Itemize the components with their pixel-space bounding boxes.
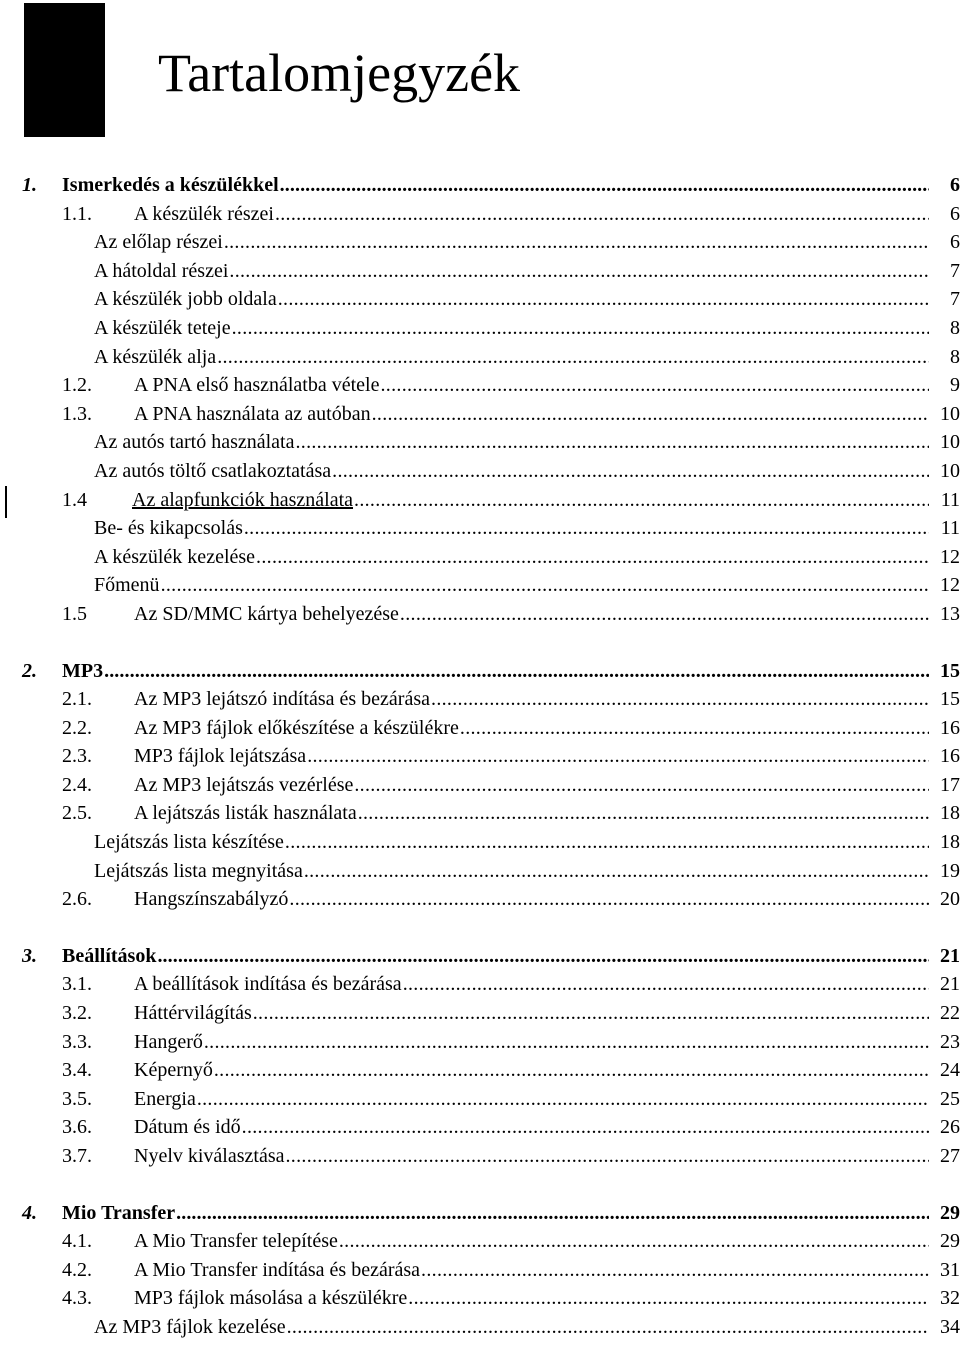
toc-entry-title: A készülék alja <box>94 343 217 371</box>
toc-dot-leader <box>197 1085 929 1113</box>
toc-dot-leader <box>304 857 929 885</box>
toc-page-number: 8 <box>950 345 960 368</box>
toc-entry[interactable] <box>0 457 960 486</box>
toc-entry-title: Az MP3 lejátszás vezérlése <box>134 771 354 799</box>
toc-entry-title: Nyelv kiválasztása <box>134 1142 286 1170</box>
toc-entry[interactable] <box>0 343 960 372</box>
toc-entry-title: A készülék teteje <box>94 314 232 342</box>
toc-dot-leader <box>339 1227 929 1255</box>
toc-entry[interactable] <box>0 828 960 857</box>
toc-entry-title: Az autós tartó használata <box>94 428 295 456</box>
toc-entry[interactable] <box>0 486 960 515</box>
toc-dot-leader <box>421 1256 929 1284</box>
toc-dot-leader <box>332 457 929 485</box>
toc-page-number: 27 <box>940 1145 960 1167</box>
toc-entry[interactable] <box>0 543 960 572</box>
toc-page-number: 6 <box>950 174 960 196</box>
toc-page-number: 26 <box>940 1116 960 1139</box>
toc-dot-leader <box>204 1028 929 1056</box>
toc-entry-number: 3.5. <box>62 1087 92 1110</box>
toc-entry[interactable] <box>0 228 960 257</box>
toc-entry-title: Az autós töltő csatlakoztatása <box>94 457 332 485</box>
toc-entry[interactable] <box>0 600 960 629</box>
toc-entry-title: Hangerő <box>134 1028 204 1056</box>
toc-entry-title: Az MP3 fájlok kezelése <box>94 1313 287 1341</box>
toc-entry[interactable] <box>0 970 960 999</box>
toc-page-number: 10 <box>940 431 960 454</box>
toc-entry-number: 4.2. <box>62 1258 92 1281</box>
toc-dot-leader <box>354 486 929 514</box>
toc-entry[interactable] <box>0 1256 960 1285</box>
toc-dot-leader <box>285 828 929 856</box>
toc-page-number: 10 <box>940 459 960 482</box>
toc-page-number: 13 <box>940 602 960 625</box>
toc-page-number: 6 <box>950 231 960 254</box>
toc-entry-title: A készülék részei <box>134 200 275 228</box>
toc-dot-leader <box>289 885 929 913</box>
toc-entry[interactable] <box>0 685 960 714</box>
toc-entry-number: 1.2. <box>62 374 92 397</box>
toc-entry-number: 3.6. <box>62 1116 92 1139</box>
toc-entry[interactable] <box>0 371 960 400</box>
toc-dot-leader <box>242 1113 929 1141</box>
toc-entry-number: 3.1. <box>62 973 92 996</box>
toc-entry-title: A beállítások indítása és bezárása <box>134 970 403 998</box>
toc-page-number: 8 <box>950 316 960 339</box>
toc-page-number: 31 <box>940 1258 960 1281</box>
toc-entry-number: 4. <box>22 1201 37 1224</box>
toc-entry-title: Lejátszás lista készítése <box>94 828 285 856</box>
toc-entry[interactable] <box>0 514 960 543</box>
toc-page-number: 7 <box>950 259 960 282</box>
toc-dot-leader <box>244 514 929 542</box>
toc-entry[interactable] <box>0 257 960 286</box>
toc-dot-leader <box>400 600 929 628</box>
toc-dot-leader <box>256 543 929 571</box>
toc-dot-leader <box>354 771 929 799</box>
toc-page-number: 19 <box>940 859 960 882</box>
page-title: Tartalomjegyzék <box>158 43 521 103</box>
toc-entry-title: Képernyő <box>134 1056 214 1084</box>
toc-page-number: 9 <box>950 374 960 397</box>
toc-chapter-entry[interactable] <box>0 1199 960 1228</box>
toc-entry-title: A PNA használata az autóban <box>134 400 372 428</box>
toc-dot-leader <box>280 171 929 199</box>
toc-dot-leader <box>403 970 929 998</box>
toc-entry-number: 3.3. <box>62 1030 92 1053</box>
toc-entry[interactable] <box>0 314 960 343</box>
toc-entry-number: 3. <box>22 944 37 967</box>
toc-entry-title: A készülék jobb oldala <box>94 285 278 313</box>
toc-dot-leader <box>358 799 929 827</box>
toc-page-number: 23 <box>940 1030 960 1053</box>
toc-entry-number: 1.1. <box>62 202 92 225</box>
toc-page-number: 22 <box>940 1002 960 1025</box>
toc-entry-number: 1.4 <box>62 488 87 511</box>
toc-dot-leader <box>253 999 929 1027</box>
toc-entry-title: A PNA első használatba vétele <box>134 371 381 399</box>
toc-entry-title: Dátum és idő <box>134 1113 242 1141</box>
toc-entry-title: A Mio Transfer indítása és bezárása <box>134 1256 421 1284</box>
toc-entry-number: 2.3. <box>62 745 92 768</box>
toc-page-number: 7 <box>950 288 960 311</box>
toc-entry-title: Az alapfunkciók használata <box>132 486 354 514</box>
toc-page-number: 11 <box>940 488 960 511</box>
toc-page-number: 12 <box>940 545 960 568</box>
toc-entry-title: Energia <box>134 1085 197 1113</box>
toc-entry[interactable] <box>0 742 960 771</box>
toc-dot-leader <box>286 1142 930 1170</box>
toc-page-number: 16 <box>940 745 960 768</box>
toc-entry[interactable] <box>0 1227 960 1256</box>
toc-entry[interactable] <box>0 714 960 743</box>
toc-page-number: 6 <box>950 202 960 225</box>
toc-entry[interactable] <box>0 1056 960 1085</box>
toc-entry-number: 1. <box>22 174 37 196</box>
toc-entry-title: A Mio Transfer telepítése <box>134 1227 339 1255</box>
toc-dot-leader <box>275 200 929 228</box>
toc-entry-title: Az SD/MMC kártya behelyezése <box>134 600 400 628</box>
toc-entry-title: A lejátszás listák használata <box>134 799 358 827</box>
toc-entry-number: 2.2. <box>62 716 92 739</box>
toc-entry-title: Be- és kikapcsolás <box>94 514 244 542</box>
toc-entry[interactable] <box>0 285 960 314</box>
toc-entry-number: 4.3. <box>62 1287 92 1310</box>
toc-page-number: 21 <box>940 973 960 996</box>
toc-chapter-entry[interactable] <box>0 657 960 686</box>
toc-dot-leader <box>161 571 929 599</box>
toc-entry[interactable] <box>0 1284 960 1313</box>
toc-entry-number: 2.5. <box>62 802 92 825</box>
toc-entry-title: MP3 <box>62 657 104 685</box>
toc-page-number: 12 <box>940 574 960 597</box>
toc-entry[interactable] <box>0 857 960 886</box>
toc-page-number: 17 <box>940 773 960 796</box>
toc-entry-title: Lejátszás lista megnyitása <box>94 857 304 885</box>
toc-page-number: 25 <box>940 1087 960 1110</box>
toc-entry-number: 2.1. <box>62 688 92 711</box>
toc-dot-leader <box>176 1199 929 1227</box>
toc-dot-leader <box>431 685 929 713</box>
toc-entry[interactable] <box>0 999 960 1028</box>
toc-page-number: 32 <box>940 1287 960 1310</box>
toc-dot-leader <box>307 742 929 770</box>
toc-entry-number: 2.6. <box>62 888 92 911</box>
toc-dot-leader <box>217 343 929 371</box>
toc-dot-leader <box>104 657 929 685</box>
toc-page-number: 15 <box>940 688 960 711</box>
toc-entry-number: 2. <box>22 659 37 682</box>
toc-dot-leader <box>214 1056 929 1084</box>
toc-page-number: 18 <box>940 831 960 854</box>
toc-page-number: 16 <box>940 716 960 739</box>
toc-entry[interactable] <box>0 771 960 800</box>
toc-entry[interactable] <box>0 1142 960 1171</box>
toc-dot-leader <box>460 714 929 742</box>
table-of-contents <box>0 171 960 1342</box>
toc-entry-title: Az MP3 fájlok előkészítése a készülékre <box>134 714 460 742</box>
toc-entry[interactable] <box>0 1028 960 1057</box>
toc-entry-title: A hátoldal részei <box>94 257 229 285</box>
toc-entry-number: 3.7. <box>62 1145 92 1167</box>
toc-entry-title: A készülék kezelése <box>94 543 256 571</box>
toc-entry[interactable] <box>0 200 960 229</box>
toc-chapter-entry[interactable] <box>0 171 960 200</box>
toc-page-number: 20 <box>940 888 960 911</box>
black-margin-block <box>24 3 105 137</box>
toc-entry-number: 3.4. <box>62 1059 92 1082</box>
toc-dot-leader <box>287 1313 929 1341</box>
toc-entry-number: 1.3. <box>62 402 92 425</box>
toc-page-number: 34 <box>940 1315 960 1338</box>
toc-entry-number: 1.5 <box>62 602 87 625</box>
toc-entry-title: MP3 fájlok lejátszása <box>134 742 307 770</box>
toc-entry-title: Mio Transfer <box>62 1199 176 1227</box>
toc-dot-leader <box>157 942 929 970</box>
toc-entry-title: Ismerkedés a készülékkel <box>62 171 280 199</box>
toc-dot-leader <box>278 285 929 313</box>
toc-entry-number: 3.2. <box>62 1002 92 1025</box>
toc-page-number: 15 <box>940 659 960 682</box>
toc-page-number: 21 <box>940 944 960 967</box>
toc-page-number: 10 <box>940 402 960 425</box>
toc-dot-leader <box>224 228 929 256</box>
toc-entry-title: MP3 fájlok másolása a készülékre <box>134 1284 408 1312</box>
toc-page-number: 29 <box>940 1230 960 1253</box>
toc-dot-leader <box>372 400 929 428</box>
toc-entry-number: 4.1. <box>62 1230 92 1253</box>
toc-dot-leader <box>381 371 930 399</box>
toc-entry[interactable] <box>0 400 960 429</box>
toc-entry[interactable] <box>0 885 960 914</box>
toc-page-number: 18 <box>940 802 960 825</box>
toc-dot-leader <box>295 428 929 456</box>
toc-entry-title: Hangszínszabályzó <box>134 885 289 913</box>
toc-entry[interactable] <box>0 571 960 600</box>
toc-entry[interactable] <box>0 1313 960 1342</box>
toc-dot-leader <box>232 314 929 342</box>
toc-entry-number: 2.4. <box>62 773 92 796</box>
toc-entry-title: Háttérvilágítás <box>134 999 253 1027</box>
toc-entry-title: Az előlap részei <box>94 228 224 256</box>
toc-entry[interactable] <box>0 1113 960 1142</box>
toc-entry-title: Beállítások <box>62 942 157 970</box>
toc-entry[interactable] <box>0 799 960 828</box>
toc-dot-leader <box>229 257 929 285</box>
toc-page-number: 29 <box>940 1201 960 1224</box>
toc-entry[interactable] <box>0 1085 960 1114</box>
toc-entry[interactable] <box>0 428 960 457</box>
toc-page-number: 11 <box>940 517 960 540</box>
toc-entry-title: Az MP3 lejátszó indítása és bezárása <box>134 685 431 713</box>
toc-entry-title: Főmenü <box>94 571 161 599</box>
toc-chapter-entry[interactable] <box>0 942 960 971</box>
toc-page-number: 24 <box>940 1059 960 1082</box>
toc-dot-leader <box>408 1284 929 1312</box>
